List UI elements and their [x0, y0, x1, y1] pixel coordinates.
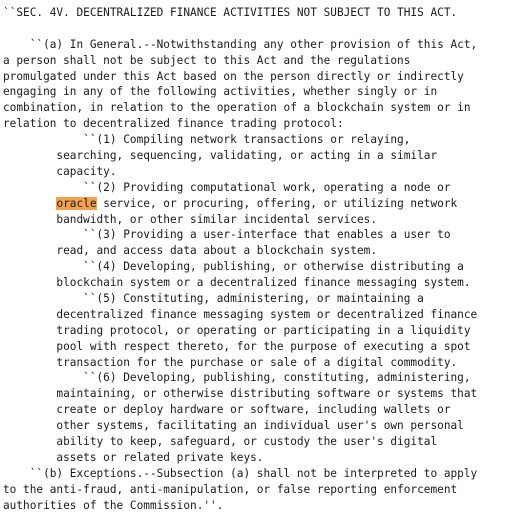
- subsection-b-line: to the anti-fraud, anti-manipulation, or false reporting enforcement: [3, 482, 458, 496]
- paragraph-6-line: assets or related private keys.: [3, 450, 264, 464]
- paragraph-5-line: trading protocol, or operating or participating in a liquidity: [3, 323, 471, 337]
- statute-text: [3, 5, 508, 514]
- paragraph-1-line: ``(1) Compiling network transactions or relaying,: [3, 133, 411, 147]
- highlighted-term: oracle: [56, 196, 97, 210]
- paragraph-6-line: create or deploy hardware or software, including wallets or: [3, 403, 451, 417]
- paragraph-6-line: other systems, facilitating an individual user's own personal: [3, 419, 464, 433]
- subsection-b-line: authorities of the Commission.''.: [3, 498, 224, 512]
- paragraph-2-line-rest: service, or procuring, offering, or utilizing network: [96, 196, 458, 210]
- paragraph-3-line: read, and access data about a blockchain system.: [3, 244, 378, 258]
- indent: [3, 197, 56, 210]
- subsection-a-line: promulgated under this Act based on the person directly or indirectly: [3, 69, 464, 83]
- paragraph-4-line: ``(4) Developing, publishing, or otherwise distributing a: [3, 260, 464, 274]
- blank-line: [3, 21, 508, 37]
- paragraph-6-line: maintaining, or otherwise distributing software or systems that: [3, 387, 478, 401]
- paragraph-2-line: bandwidth, or other similar incidental services.: [3, 212, 378, 226]
- paragraph-5-line: transaction for the purchase or sale of a digital commodity.: [3, 355, 458, 369]
- subsection-a-line: engaging in any of the following activities, whether singly or in: [3, 85, 438, 99]
- subsection-b-line: ``(b) Exceptions.--Subsection (a) shall not be interpreted to apply: [3, 466, 478, 480]
- paragraph-5-line: ``(5) Constituting, administering, or maintaining a: [3, 292, 424, 306]
- paragraph-2-line: [3, 196, 508, 212]
- paragraph-1-line: capacity.: [3, 164, 117, 178]
- paragraph-6-line: ``(6) Developing, publishing, constituting, administering,: [3, 371, 471, 385]
- paragraph-4-line: blockchain system or a decentralized finance messaging system.: [3, 276, 471, 290]
- paragraph-3-line: ``(3) Providing a user-interface that enables a user to: [3, 228, 451, 242]
- subsection-a-line: relation to decentralized finance trading protocol:: [3, 117, 344, 131]
- paragraph-5-line: decentralized finance messaging system or decentralized finance: [3, 307, 478, 321]
- paragraph-1-line: searching, sequencing, validating, or acting in a similar: [3, 149, 438, 163]
- subsection-a-line: a person shall not be subject to this Act and the regulations: [3, 53, 411, 67]
- subsection-a-line: combination, in relation to the operation of a blockchain system or in: [3, 101, 471, 115]
- paragraph-2-line: ``(2) Providing computational work, operating a node or: [3, 180, 451, 194]
- section-heading: ``SEC. 4V. DECENTRALIZED FINANCE ACTIVITIES NOT SUBJECT TO THIS ACT.: [3, 6, 458, 19]
- subsection-a-line: ``(a) In General.--Notwithstanding any other provision of this Act,: [3, 37, 478, 51]
- paragraph-6-line: ability to keep, safeguard, or custody the user's digital: [3, 435, 438, 449]
- paragraph-5-line: pool with respect thereto, for the purpose of executing a spot: [3, 339, 471, 353]
